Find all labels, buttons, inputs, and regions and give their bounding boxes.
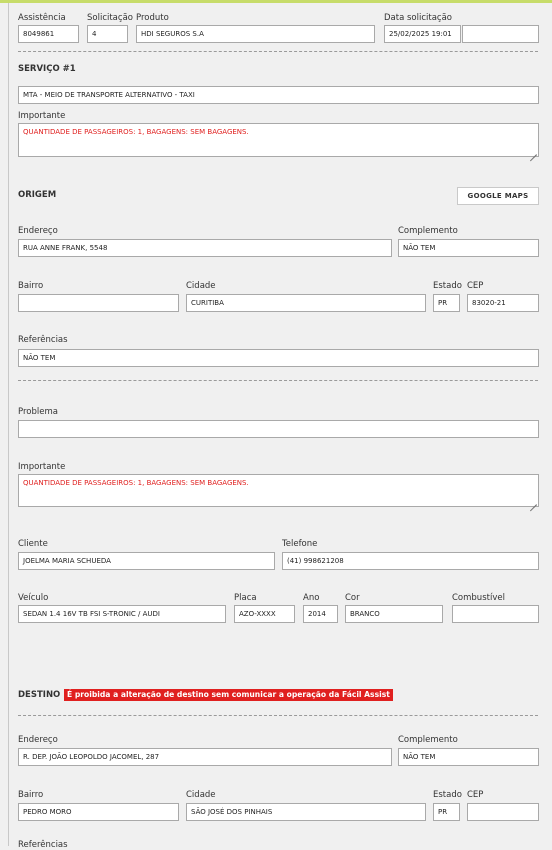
ano-field[interactable]: 2014 — [303, 605, 338, 623]
solicitacao-field[interactable]: 4 — [87, 25, 128, 43]
origem-estado-field[interactable]: PR — [433, 294, 460, 312]
resize-grip-icon[interactable] — [530, 148, 537, 155]
telefone-field[interactable]: (41) 998621208 — [282, 552, 539, 570]
origem-referencias-label: Referências — [18, 335, 68, 345]
origem-complemento-field[interactable]: NÃO TEM — [398, 239, 539, 257]
cor-field[interactable]: BRANCO — [345, 605, 443, 623]
divider — [18, 380, 538, 381]
origem-referencias-field[interactable]: NÃO TEM — [18, 349, 539, 367]
divider — [18, 715, 538, 716]
problema-field[interactable] — [18, 420, 539, 438]
destino-complemento-field[interactable]: NÃO TEM — [398, 748, 539, 766]
produto-label: Produto — [136, 13, 169, 23]
destino-estado-label: Estado — [433, 790, 462, 800]
origem-endereco-label: Endereço — [18, 226, 58, 236]
destino-bairro-field[interactable]: PEDRO MORO — [18, 803, 179, 821]
destino-cidade-field[interactable]: SÃO JOSÉ DOS PINHAIS — [186, 803, 426, 821]
placa-label: Placa — [234, 593, 257, 603]
top-accent-bar — [0, 0, 552, 3]
destino-title: DESTINO — [18, 690, 61, 700]
destino-referencias-label: Referências — [18, 840, 68, 850]
origem-cidade-field[interactable]: CURITIBA — [186, 294, 426, 312]
cliente-label: Cliente — [18, 539, 48, 549]
combustivel-field[interactable] — [452, 605, 539, 623]
destino-cep-label: CEP — [467, 790, 484, 800]
telefone-label: Telefone — [282, 539, 318, 549]
combustivel-label: Combustível — [452, 593, 505, 603]
destino-estado-field[interactable]: PR — [433, 803, 460, 821]
assistencia-field[interactable]: 8049861 — [18, 25, 79, 43]
veiculo-field[interactable]: SEDAN 1.4 16V TB FSI S-TRONIC / AUDI — [18, 605, 226, 623]
produto-field[interactable]: HDI SEGUROS S.A — [136, 25, 375, 43]
origem-cidade-label: Cidade — [186, 281, 216, 291]
assistencia-label: Assistência — [18, 13, 66, 23]
resize-grip-icon[interactable] — [530, 498, 537, 505]
servico-title: SERVIÇO #1 — [18, 64, 76, 74]
origem-cep-field[interactable]: 83020-21 — [467, 294, 539, 312]
origem-bairro-field[interactable] — [18, 294, 179, 312]
placa-field[interactable]: AZO-XXXX — [234, 605, 295, 623]
origem-cep-label: CEP — [467, 281, 484, 291]
cliente-field[interactable]: JOELMA MARIA SCHUEDA — [18, 552, 275, 570]
divider — [18, 51, 538, 52]
veiculo-label: Veículo — [18, 593, 49, 603]
destino-bairro-label: Bairro — [18, 790, 44, 800]
destino-endereco-field[interactable]: R. DEP. JOÃO LEOPOLDO JACOMEL, 287 — [18, 748, 392, 766]
servico-importante-textarea[interactable] — [18, 123, 539, 157]
solicitacao-label: Solicitação — [87, 13, 133, 23]
origem-endereco-field[interactable]: RUA ANNE FRANK, 5548 — [18, 239, 392, 257]
cor-label: Cor — [345, 593, 360, 603]
destino-cidade-label: Cidade — [186, 790, 216, 800]
origem-title: ORIGEM — [18, 190, 57, 200]
origem-bairro-label: Bairro — [18, 281, 44, 291]
importante-label: Importante — [18, 462, 66, 472]
google-maps-button[interactable]: GOOGLE MAPS — [457, 187, 539, 205]
ano-label: Ano — [303, 593, 320, 603]
origem-complemento-label: Complemento — [398, 226, 458, 236]
problema-label: Problema — [18, 407, 58, 417]
destino-endereco-label: Endereço — [18, 735, 58, 745]
destino-cep-field[interactable] — [467, 803, 539, 821]
origem-estado-label: Estado — [433, 281, 462, 291]
data-solicitacao-extra-field[interactable] — [462, 25, 539, 43]
importante-textarea[interactable] — [18, 474, 539, 507]
destino-warning-badge: É proibida a alteração de destino sem comunicar a operação da Fácil Assist — [64, 689, 393, 701]
importante-text: QUANTIDADE DE PASSAGEIROS: 1, BAGAGENS: SEM BAGAGENS. — [23, 479, 249, 487]
servico-importante-text: QUANTIDADE DE PASSAGEIROS: 1, BAGAGENS: SEM BAGAGENS. — [23, 128, 249, 136]
destino-complemento-label: Complemento — [398, 735, 458, 745]
servico-field[interactable]: MTA - MEIO DE TRANSPORTE ALTERNATIVO - TAXI — [18, 86, 539, 104]
left-border — [8, 3, 9, 846]
data-solicitacao-field[interactable]: 25/02/2025 19:01 — [384, 25, 461, 43]
data-solicitacao-label: Data solicitação — [384, 13, 453, 23]
servico-importante-label: Importante — [18, 111, 66, 121]
